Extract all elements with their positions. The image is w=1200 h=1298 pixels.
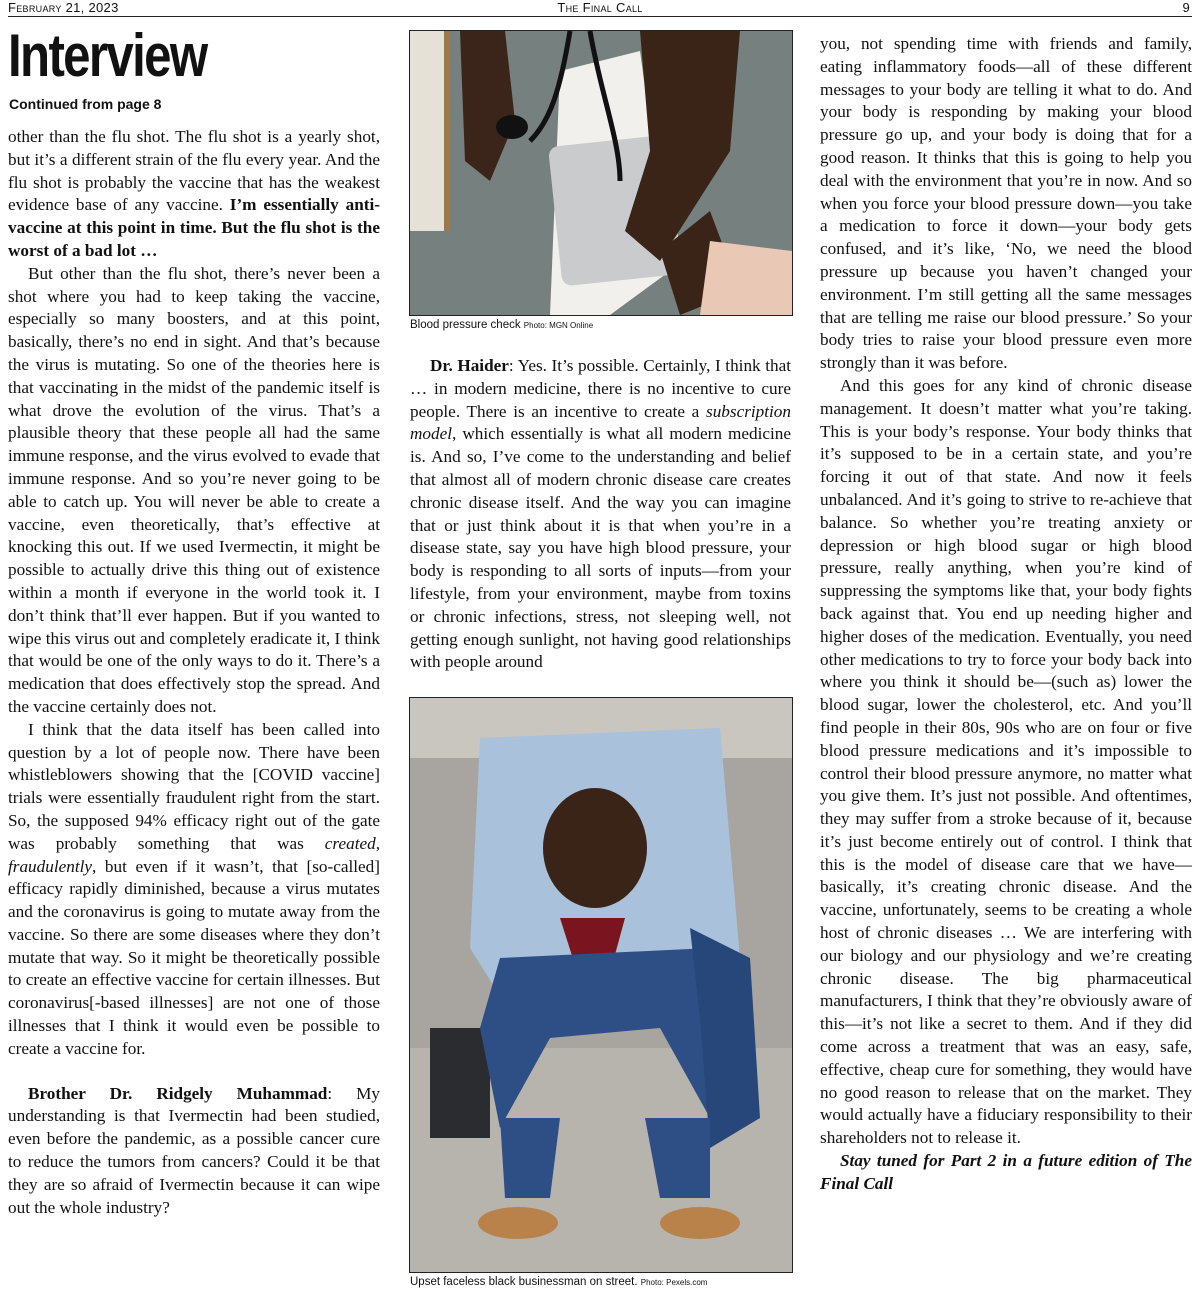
article-column-2 [410, 355, 791, 674]
paragraph [8, 1083, 380, 1220]
blood-pressure-photo [409, 30, 793, 316]
continued-note[interactable]: Continued from page 8 [9, 96, 162, 112]
caption-text: Upset faceless black businessman on street. [410, 1276, 641, 1288]
body-text: I think that the data itself has been called into question by a lot of people now. There have been whistleblowers showing that the [COVID vaccine] trials were essentially fraudulent right from the start. So, the supposed 94% efficacy right out of the gate was probably something that was [8, 719, 380, 853]
speaker-name: Brother Dr. Ridgely Muhammad [28, 1083, 328, 1103]
photo-caption [410, 1276, 707, 1288]
section-title: Interview [8, 22, 207, 89]
stay-tuned-note: Stay tuned for Part 2 in a future edition of The Final Call [820, 1151, 1192, 1193]
issue-date: February 21, 2023 [8, 0, 119, 15]
businessman-photo [409, 697, 793, 1273]
businessman-illustration [410, 698, 792, 1272]
paragraph [410, 355, 791, 674]
photo-credit: Photo: Pexels.com [640, 1278, 708, 1287]
photo-caption [410, 319, 593, 331]
paragraph: But other than the flu shot, there’s never been a shot where you had to keep taking the vaccine, especially so many boosters, and at this point, basically, there’s no end in sight. And that’s because the virus is mutating. So one of the theories here is that vaccinating in the midst of the pandemic itself is what drove the evolution of the virus. That’s a plausible theory that these people all had the same immune response, and the virus evolved to evade that immune response. And so you’re never going to be able to catch up. You will never be able to create a vaccine, even theoretically, that’s effective at knocking this out. If we used Ivermectin, it might be possible to actually drive this thing out of existence within a month if everyone in the world took it. I don’t think that’ll ever happen. But if you wanted to wipe this virus out and completely eradicate it, I think that would be one of the only ways to do it. There’s a medication that does effectively stop the spread. And the vaccine certainly does not. [8, 263, 380, 716]
body-text: , which essentially is what all modern medicine is. And so, I’ve come to the understanding and belief that almost all of modern chronic disease care creates chronic disease itself. And the way you can imagine that or just think about it is that when you’re in a disease state, say you have high blood pressure, your body is responding to all sorts of inputs—from your lifestyle, from your environment, maybe from toxins or chronic infections, stress, not sleeping well, not getting enough sunlight, not having good relationships with people around [410, 424, 791, 672]
italic-text: subscription model [410, 401, 791, 444]
article-column-1 [8, 126, 380, 1219]
body-text: : My understanding is that Ivermectin had been studied, even before the pandemic, as a possible cancer cure to reduce the tumors from cancers? Could it be that they are so afraid of Ivermectin because it can wipe out the whole industry? [8, 1083, 380, 1217]
photo-credit: Photo: MGN Online [523, 321, 594, 330]
paragraph [8, 126, 380, 263]
body-text: other than the flu shot. The flu shot is a yearly shot, but it’s a different strain of the flu every year. And the flu shot is probably the vaccine that has the weakest evidence base of any vaccine. [8, 127, 380, 215]
caption-text: Blood pressure check [410, 319, 524, 331]
paragraph: you, not spending time with friends and family, eating inflammatory foods—all of these different messages to your body are telling it what to do. And your body is responding by making your blood pressure go up, and your body is doing that for a good reason. It thinks that this is going to help you deal with the environment that you’re in now. And so when you force your blood pressure down—you take a medication to force it down—your body gets confused, and it’s like, ‘No, we need the blood pressure up because you haven’t changed your environment. I’m still getting all the same messages that are telling me raise our blood pressure.’ So your body tries to raise your blood pressure even more strongly than it was before. [820, 34, 1192, 373]
newspaper-name: The Final Call [557, 0, 643, 15]
page-header [8, 0, 1192, 17]
bold-quote: I’m essentially anti-vaccine at this point in time. But the flu shot is the worst of a bad lot … [8, 195, 380, 260]
body-text: : Yes. It’s possible. Certainly, I think that … in modern medicine, there is no incentive to cure people. There is an incentive to create a [410, 356, 791, 421]
article-column-3 [820, 33, 1192, 1196]
blood-pressure-illustration [410, 31, 792, 315]
body-text: , but even if it wasn’t, that [so-called] efficacy rapidly diminished, because a virus mutates and the coronavirus is going to mutate away from the vaccine. So there are some diseases where they don’t mutate that way. So it might be theoretically possible to create an effective vaccine for certain illnesses. But coronavirus[-based illnesses] are not one of those illnesses that I think it would even be possible to create a vaccine for. [8, 856, 380, 1058]
page-number: 9 [1182, 0, 1190, 15]
paragraph [8, 719, 380, 1061]
italic-text: created, fraudulently [8, 833, 380, 876]
speaker-name: Dr. Haider [430, 356, 509, 375]
paragraph: And this goes for any kind of chronic disease management. It doesn’t matter what you’re taking. This is your body’s response. Your body thinks that it’s supposed to be in a certain state, and you’re forcing it out of that state. And now it feels unbalanced. And it’s going to strive to re-achieve that balance. So whether you’re treating anxiety or depression or high blood sugar or high blood pressure, really anything, when you’re kind of suppressing the symptoms like that, your body fights back against that. You end up needing higher and higher doses of the medication. Eventually, you need other medications to try to force your body back into where you think it should be—(such as) lower the blood sugar, lower the cholesterol, etc. And you’ll find people in their 80s, 90s who are on four or five blood pressure medications and it’s impossible to control their blood pressure anymore, no matter what you give them. It’s just not possible. And oftentimes, they may suffer from a stroke because of it, because it’s just become entirely out of control. I think that this is the model of disease care that we have—basically, it’s creating chronic disease. And the vaccine, unfortunately, seems to be creating a whole host of chronic diseases … We are interfering with our biology and our physiology and we’re creating chronic disease. The big pharmaceutical manufacturers, I think that they’re obviously aware of this—it’s not like a secret to them. And if they did come across a treatment that was an easy, safe, effective, cheap cure for something, they would have no good reason to release that on the market. They would actually have a fiduciary responsibility to their shareholders not to release it. [820, 375, 1192, 1148]
